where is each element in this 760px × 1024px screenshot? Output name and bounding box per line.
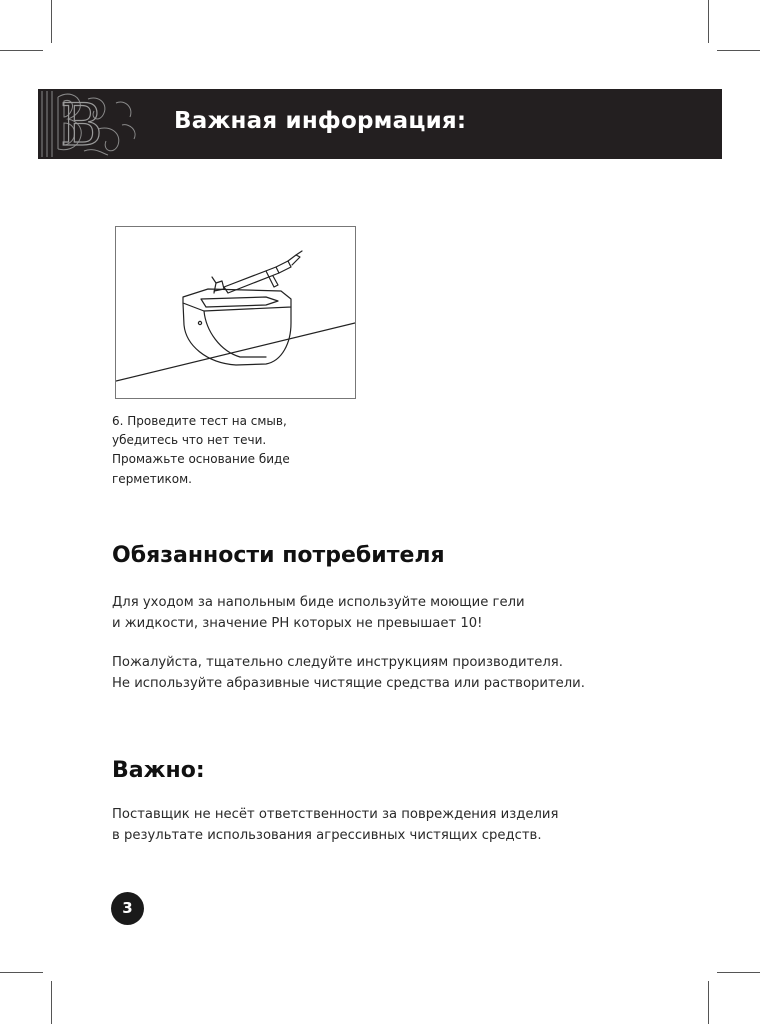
- crop-mark: [708, 0, 709, 43]
- step-line: Промажьте основание биде: [112, 452, 290, 467]
- paragraph-line: Пожалуйста, тщательно следуйте инструкциям производителя.: [112, 655, 563, 670]
- important-heading: Важно:: [112, 758, 205, 783]
- crop-mark: [708, 981, 709, 1024]
- bidet-illustration: [115, 226, 356, 399]
- step-6-text: [112, 412, 342, 489]
- crop-mark: [51, 0, 52, 43]
- ornamental-logo: [38, 89, 148, 159]
- paragraph-line: Для уходом за напольным биде используйте моющие гели: [112, 595, 525, 610]
- important-paragraph: [112, 805, 712, 846]
- paragraph-line: в результате использования агрессивных чистящих средств.: [112, 827, 542, 843]
- header-bar: [38, 89, 722, 159]
- paragraph-line: Не используйте абразивные чистящие средства или растворители.: [112, 675, 585, 691]
- page-title: Важная информация:: [174, 108, 467, 134]
- crop-mark: [717, 50, 760, 51]
- crop-mark: [0, 50, 43, 51]
- crop-mark: [51, 981, 52, 1024]
- paragraph-line: и жидкости, значение PH которых не превышает 10!: [112, 615, 483, 631]
- bidet-drawing: [116, 227, 355, 398]
- crop-mark: [717, 972, 760, 973]
- step-line: убедитесь что нет течи.: [112, 433, 267, 448]
- consumer-duties-heading: Обязанности потребителя: [112, 543, 445, 568]
- page-number: 3: [111, 892, 144, 925]
- crop-mark: [0, 972, 43, 973]
- step-line: герметиком.: [112, 471, 192, 486]
- consumer-paragraph-1: [112, 593, 712, 634]
- paragraph-line: Поставщик не несёт ответственности за повреждения изделия: [112, 807, 559, 822]
- consumer-paragraph-2: [112, 653, 712, 694]
- step-line: 6. Проведите тест на смыв,: [112, 414, 287, 428]
- svg-text:B: B: [60, 91, 103, 159]
